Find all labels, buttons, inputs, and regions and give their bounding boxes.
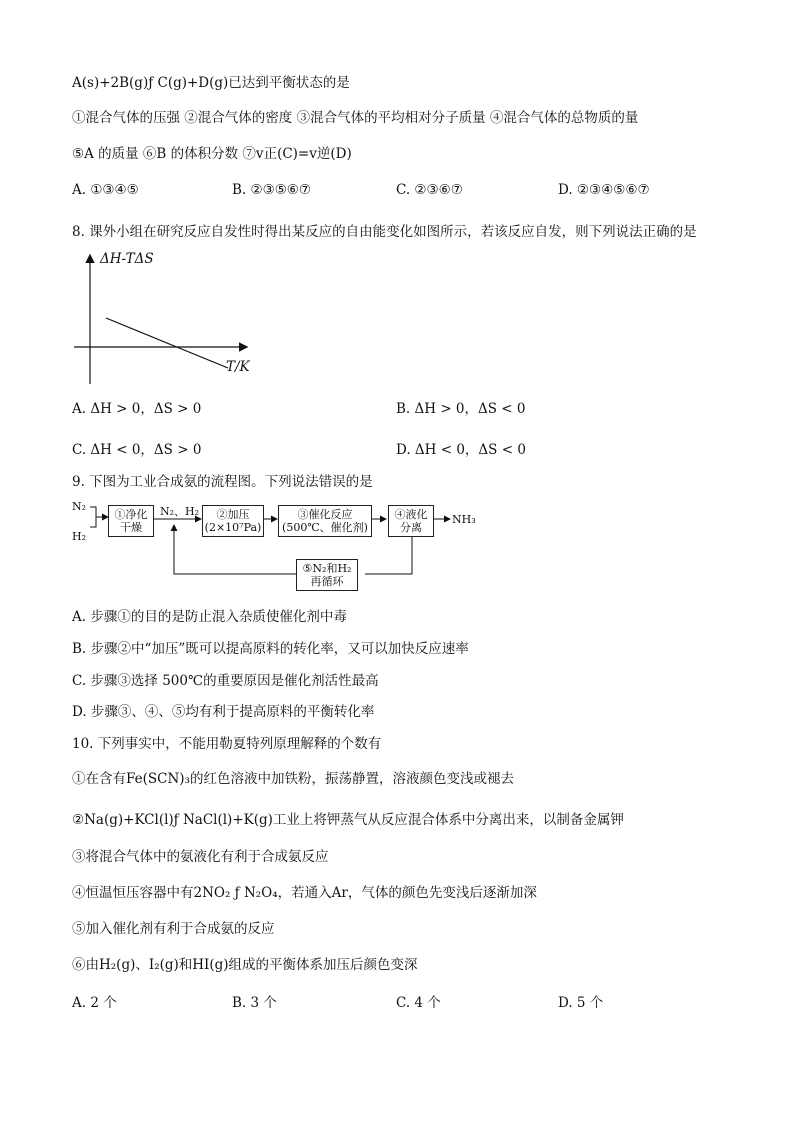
q10-option-d[interactable]: D. 5 个 — [558, 995, 604, 1011]
flow-step1-box: ①净化 干燥 — [108, 505, 154, 537]
flow-mid-label: N₂、H₂ — [160, 505, 200, 518]
q10-item-2: ②Na(g)+KCl(l)ƒ NaCl(l)+K(g)工业上将钾蒸气从反应混合体系中分离出来，以制备金属钾 — [72, 812, 624, 828]
q10-item-4: ④恒温恒压容器中有2NO₂ ƒ N₂O₄，若通入Ar，气体的颜色先变浅后逐渐加深 — [72, 885, 537, 901]
q8-option-c[interactable]: C. ΔH < 0，ΔS > 0 — [72, 442, 202, 458]
q10-item-1: ①在含有Fe(SCN)₃的红色溶液中加铁粉，振荡静置，溶液颜色变浅或褪去 — [72, 771, 514, 787]
q9-stem: 9. 下图为工业合成氨的流程图。下列说法错误的是 — [72, 474, 373, 490]
q8-option-d[interactable]: D. ΔH < 0，ΔS < 0 — [396, 442, 526, 458]
q10-item-5: ⑤加入催化剂有利于合成氨的反应 — [72, 921, 275, 937]
q10-item-6: ⑥由H₂(g)、I₂(g)和HI(g)组成的平衡体系加压后颜色变深 — [72, 957, 418, 973]
free-energy-line — [106, 318, 228, 368]
q9-option-a[interactable]: A. 步骤①的目的是防止混入杂质使催化剂中毒 — [72, 609, 347, 625]
q8-stem: 8. 课外小组在研究反应自发性时得出某反应的自由能变化如图所示，若该反应自发，则下列说法正确的是 — [72, 224, 697, 240]
q10-option-b[interactable]: B. 3 个 — [232, 995, 277, 1011]
q10-stem: 10. 下列事实中，不能用勒夏特列原理解释的个数有 — [72, 736, 382, 752]
flow-step5-box: ⑤N₂和H₂ 再循环 — [296, 559, 358, 591]
q10-option-a[interactable]: A. 2 个 — [72, 995, 117, 1011]
flow-input-n2: N₂ — [72, 500, 87, 513]
q9-option-d[interactable]: D. 步骤③、④、⑤均有利于提高原料的平衡转化率 — [72, 704, 375, 720]
q7-option-d[interactable]: D. ②③④⑤⑥⑦ — [558, 182, 650, 198]
q9-option-c[interactable]: C. 步骤③选择 500℃的重要原因是催化剂活性最高 — [72, 673, 379, 689]
q8-graph-xlabel: T/K — [226, 359, 250, 375]
q9-option-b[interactable]: B. 步骤②中“加压”既可以提高原料的转化率，又可以加快反应速率 — [72, 641, 469, 657]
q7-option-c[interactable]: C. ②③⑥⑦ — [396, 182, 463, 198]
q7-items-line1: ①混合气体的压强 ②混合气体的密度 ③混合气体的平均相对分子质量 ④混合气体的总物质的量 — [72, 110, 639, 126]
q10-item-3: ③将混合气体中的氨液化有利于合成氨反应 — [72, 849, 329, 865]
q7-items-line2: ⑤A 的质量 ⑥B 的体积分数 ⑦v正(C)=v逆(D) — [72, 146, 352, 162]
q7-option-b[interactable]: B. ②③⑤⑥⑦ — [232, 182, 312, 198]
flow-output: NH₃ — [452, 513, 476, 526]
q8-option-b[interactable]: B. ΔH > 0，ΔS < 0 — [396, 401, 526, 417]
q7-stem: A(s)+2B(g)ƒ C(g)+D(g)已达到平衡状态的是 — [72, 75, 350, 91]
q8-graph-ylabel: ΔH-TΔS — [100, 251, 154, 267]
q8-option-a[interactable]: A. ΔH > 0，ΔS > 0 — [72, 401, 202, 417]
flow-input-h2: H₂ — [72, 530, 87, 543]
flow-step2-box: ②加压 (2×10⁷Pa) — [202, 505, 264, 537]
q7-option-a[interactable]: A. ①③④⑤ — [72, 182, 139, 198]
flow-step3-box: ③催化反应 (500℃、催化剂) — [278, 505, 372, 537]
flow-step4-box: ④液化 分离 — [388, 505, 434, 537]
q10-option-c[interactable]: C. 4 个 — [396, 995, 441, 1011]
